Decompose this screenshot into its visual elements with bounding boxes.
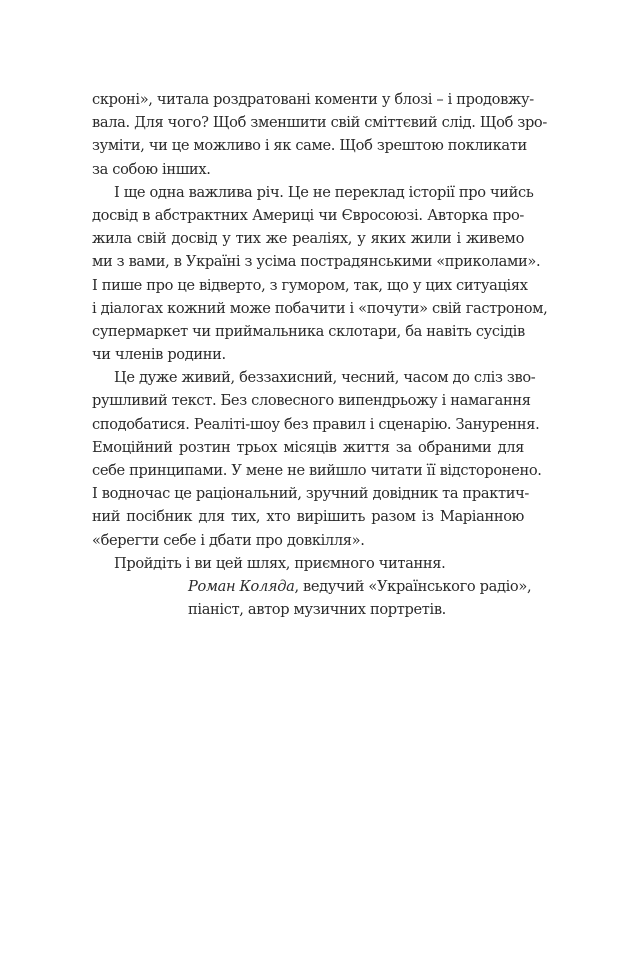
- text-line: чи членів родини.: [92, 346, 226, 364]
- text-line: Це дуже живий, беззахисний, чесний, часом до сліз зво-: [114, 369, 536, 387]
- text-line: ми з вами, в Україні з усіма пострадянськими «приколами».: [92, 253, 541, 271]
- text-line: І пише про це відверто, з гумором, так, що у цих ситуаціях: [92, 276, 528, 294]
- text-line: ний посібник для тих, хто вирішить разом із Маріанною: [92, 508, 524, 526]
- text-line: рушливий текст. Без словесного випендрьожу і намагання: [92, 392, 531, 410]
- paragraph-4: [92, 552, 524, 575]
- paragraph-1: [92, 88, 547, 181]
- text-line: жила свій досвід у тих же реаліях, у яких жили і живемо: [92, 230, 524, 248]
- text-line: і діалогах кожний може побачити і «почути» свій гастроном,: [92, 299, 548, 317]
- paragraph-2: [92, 181, 548, 367]
- text-line: І ще одна важлива річ. Це не переклад історії про чийсь: [114, 183, 534, 201]
- text-line: І водночас це раціональний, зручний довідник та практич-: [92, 485, 530, 503]
- text-line: супермаркет чи приймальника склотари, ба навіть сусідів: [92, 322, 525, 340]
- text-line: сподобатися. Реаліті-шоу без правил і сценарію. Занурення.: [92, 415, 540, 433]
- text-line: за собою інших.: [92, 160, 211, 178]
- signature: [92, 575, 532, 621]
- text-line: Емоційний розтин трьох місяців життя за обраними для: [92, 438, 524, 456]
- text-line: зуміти, чи це можливо і як саме. Щоб зрештою покликати: [92, 137, 527, 155]
- text-line: досвід в абстрактних Америці чи Євросоюзі. Авторка про-: [92, 206, 524, 224]
- text-line: вала. Для чого? Щоб зменшити свій сміттєвий слід. Щоб зро-: [92, 114, 547, 132]
- signature-line-1: [188, 575, 532, 598]
- paragraph-3: [92, 366, 542, 552]
- signature-line-2: піаніст, автор музичних портретів.: [188, 601, 446, 619]
- page-body: [92, 88, 548, 621]
- text-line: «берегти себе і дбати про довкілля».: [92, 531, 365, 549]
- author-role: , ведучий «Українського радіо»,: [294, 577, 532, 595]
- author-name: Роман Коляда: [188, 577, 295, 595]
- text-line: скроні», читала роздратовані коменти у блозі – і продовжу-: [92, 91, 534, 108]
- text-line: себе принципами. У мене не вийшло читати її відсторонено.: [92, 462, 542, 479]
- text-line: Пройдіть і ви цей шлях, приємного читання.: [114, 554, 446, 572]
